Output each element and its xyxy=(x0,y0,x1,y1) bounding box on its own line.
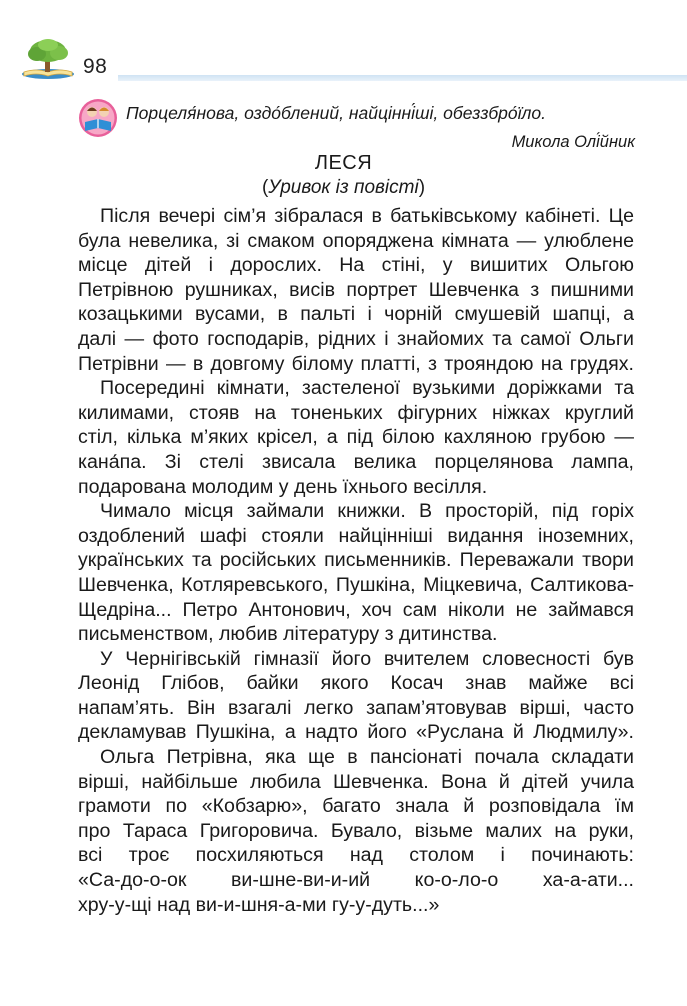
header-rule xyxy=(118,75,687,81)
text-line: стіл, кілька м’яких крісел, а під білою кахляною грубою — xyxy=(78,426,634,449)
text-line: грамоти по «Кобзарю», багато знала й розповідала їм xyxy=(78,795,634,818)
text-line: оздоблений шафі стояли найцінніші видання іноземних, xyxy=(78,524,634,547)
text-line: подарована молодим у день їхнього весілля. xyxy=(78,475,488,498)
text-line: напам’ять. Він взагалі легко запам’ятовував вірші, часто xyxy=(78,696,634,719)
text-line: декламував Пушкіна, а надто його «Руслана й Людмилу». xyxy=(78,721,634,744)
text-line: вірші, найбільше любила Шевченка. Вона й дітей учила xyxy=(78,770,634,793)
text-line: Чимало місця займали книжки. В просторій, під горіх xyxy=(100,500,634,523)
vocabulary-line xyxy=(78,98,658,138)
text-line: далі — фото господарів, рідних і знайомих та самої Ольги xyxy=(78,327,634,350)
children-reading-icon xyxy=(78,98,118,138)
text-line: килимами, стояв на тоненьких фігурних ніжках круглий xyxy=(78,401,634,424)
story-subtitle xyxy=(0,177,687,199)
paragraph-1 xyxy=(78,204,634,376)
text-line: Леонід Глібов, байки якого Косач знав майже всі xyxy=(78,672,634,695)
subtitle-text: Уривок із повісті xyxy=(268,177,419,198)
text-line: козацькими вусами, в пальті і чорній смушевій шапці, а xyxy=(78,303,634,326)
text-line: була невелика, зі смаком опоряджена кімната — улюблене xyxy=(78,229,634,252)
tree-on-book-icon xyxy=(20,38,76,80)
page-header xyxy=(0,0,687,90)
text-line: «Са-до-о-ок ви-шне-ви-и-ий ко-о-ло-о ха-а-ати... xyxy=(78,869,634,892)
text-line: хру-у-щі над ви-и-шня-а-ми гу-у-дуть...» xyxy=(78,893,440,916)
paragraph-3 xyxy=(78,499,634,647)
text-line: Після вечері сім’я зібралася в батьківському кабінеті. Це xyxy=(100,205,634,227)
paragraph-5 xyxy=(78,745,634,917)
page-number: 98 xyxy=(83,55,108,78)
text-line: українських та російських письменників. Переважали твори xyxy=(78,549,634,572)
text-line: Шевченка, Котляревського, Пушкіна, Міцкевича, Салтикова- xyxy=(78,573,634,596)
text-line: про Тараса Григоровича. Бувало, візьме малих на руки, xyxy=(78,819,634,842)
text-line: Ольга Петрівна, яка ще в пансіонаті почала складати xyxy=(100,746,634,769)
text-line: місце дітей і дорослих. На стіні, у вишитих Ольгою xyxy=(78,254,634,277)
paragraph-4 xyxy=(78,647,634,745)
subtitle-close-paren: ) xyxy=(418,177,426,198)
text-line: кана́па. Зі стелі звисала велика порцелянова лампа, xyxy=(78,450,634,473)
paragraph-2 xyxy=(78,376,634,499)
epigraph-author: Микола Олі́йник xyxy=(511,133,635,151)
subtitle-open-paren: ( xyxy=(261,177,269,198)
text-line: письменством, любив літературу з дитинства. xyxy=(78,623,498,646)
text-line: Петрівною рушниках, висів портрет Шевченка з пишними xyxy=(78,278,634,301)
text-line: Петрівни — в довгому білому платті, з трояндою на грудях. xyxy=(78,352,634,375)
story-title: ЛЕСЯ xyxy=(314,152,373,174)
vocabulary-words: Порцеля́нова, оздо́блений, найцінні́ші, обеззбро́їло. xyxy=(126,103,546,123)
text-line: Посередині кімнати, застеленої вузькими доріжками та xyxy=(100,377,634,400)
text-line: У Чернігівській гімназії його вчителем словесності був xyxy=(100,647,634,670)
text-line: всі троє посхиляються над столом і починають: xyxy=(78,844,634,867)
text-line: Щедріна... Петро Антонович, хоч сам ніколи не займався xyxy=(78,598,634,621)
story-body xyxy=(78,204,634,917)
